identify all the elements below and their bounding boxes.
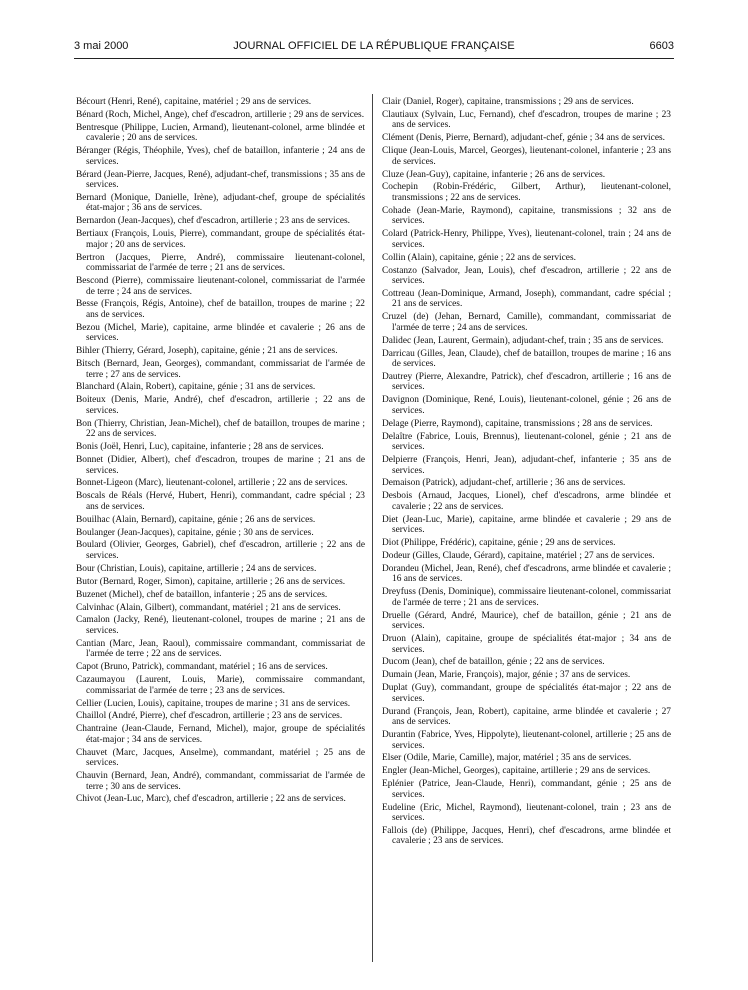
entry: Cochepin (Robin-Frédéric, Gilbert, Arthur), lieutenant-colonel, transmissions ; 22 ans de services. <box>382 182 671 203</box>
entry: Chaillol (André, Pierre), chef d'escadron, artillerie ; 23 ans de services. <box>76 711 343 722</box>
entry: Bihler (Thierry, Gérard, Joseph), capitaine, génie ; 21 ans de services. <box>76 346 338 357</box>
entry: Bon (Thierry, Christian, Jean-Michel), chef de bataillon, troupes de marine ; 22 ans de services. <box>76 418 365 440</box>
entry: Delage (Pierre, Raymond), capitaine, transmissions ; 28 ans de services. <box>382 418 653 429</box>
entry: Delpierre (François, Henri, Jean), adjudant-chef, infanterie ; 35 ans de services. <box>382 455 671 476</box>
entry: Bouilhac (Alain, Bernard), capitaine, génie ; 26 ans de services. <box>76 514 316 525</box>
entry: Camalon (Jacky, René), lieutenant-colonel, troupes de marine ; 21 ans de services. <box>76 615 365 636</box>
entry: Bertiaux (François, Louis, Pierre), commandant, groupe de spécialités état-major ; 20 ans de services. <box>76 229 365 250</box>
entry: Cantian (Marc, Jean, Raoul), commissaire commandant, commissariat de l'armée de terre ; 22 ans de services. <box>76 638 365 660</box>
entry: Bonnet-Ligeon (Marc), lieutenant-colonel, artillerie ; 22 ans de services. <box>76 478 348 489</box>
page-header <box>74 40 674 56</box>
entry: Clément (Denis, Pierre, Bernard), adjudant-chef, génie ; 34 ans de services. <box>382 133 665 144</box>
entry: Duplat (Guy), commandant, groupe de spécialités état-major ; 22 ans de services. <box>382 683 671 704</box>
page-number: 6603 <box>649 40 674 52</box>
entry: Bezou (Michel, Marie), capitaine, arme blindée et cavalerie ; 26 ans de services. <box>76 322 365 344</box>
entry: Eplénier (Patrice, Jean-Claude, Henri), commandant, génie ; 25 ans de services. <box>382 779 671 800</box>
entry: Dalidec (Jean, Laurent, Germain), adjudant-chef, train ; 35 ans de services. <box>382 335 664 346</box>
header-date: 3 mai 2000 <box>74 40 129 52</box>
entry: Engler (Jean-Michel, Georges), capitaine, artillerie ; 29 ans de services. <box>382 766 651 777</box>
entry: Bescond (Pierre), commissaire lieutenant-colonel, commissariat de l'armée de terre ; 24 ans de services. <box>76 276 365 297</box>
entry: Blanchard (Alain, Robert), capitaine, génie ; 31 ans de services. <box>76 382 316 393</box>
entry: Boscals de Réals (Hervé, Hubert, Henri), commandant, cadre spécial ; 23 ans de services. <box>76 491 365 512</box>
entry: Demaison (Patrick), adjudant-chef, artillerie ; 36 ans de services. <box>382 478 626 489</box>
left-column <box>76 97 365 807</box>
entry: Bénard (Roch, Michel, Ange), chef d'escadron, artillerie ; 29 ans de services. <box>76 109 365 120</box>
entry: Bonis (Joël, Henri, Luc), capitaine, infanterie ; 28 ans de services. <box>76 442 324 453</box>
entry: Durand (François, Jean, Robert), capitaine, arme blindée et cavalerie ; 27 ans de services. <box>382 706 671 728</box>
entry: Clautiaux (Sylvain, Luc, Fernand), chef d'escadron, troupes de marine ; 23 ans de services. <box>382 109 671 131</box>
entry: Elser (Odile, Marie, Camille), major, matériel ; 35 ans de services. <box>382 753 632 764</box>
entry: Colard (Patrick-Henry, Philippe, Yves), lieutenant-colonel, train ; 24 ans de services. <box>382 229 671 250</box>
entry: Bitsch (Bernard, Jean, Georges), commandant, commissariat de l'armée de terre ; 27 ans de services. <box>76 359 365 380</box>
entry: Ducom (Jean), chef de bataillon, génie ; 22 ans de services. <box>382 657 605 668</box>
entry: Druelle (Gérard, André, Maurice), chef de bataillon, génie ; 21 ans de services. <box>382 610 671 632</box>
entry: Darricau (Gilles, Jean, Claude), chef de bataillon, troupes de marine ; 16 ans de services. <box>382 348 671 370</box>
entry: Durantin (Fabrice, Yves, Hippolyte), lieutenant-colonel, artillerie ; 25 ans de services. <box>382 730 671 751</box>
entry: Dreyfuss (Denis, Dominique), commissaire lieutenant-colonel, commissariat de l'armée de terre ; 21 ans de services. <box>382 587 671 608</box>
entry: Fallois (de) (Philippe, Jacques, Henri), chef d'escadrons, arme blindée et cavalerie ; 23 ans de services. <box>382 825 671 847</box>
entry: Bernard (Monique, Danielle, Irène), adjudant-chef, groupe de spécialités état-major ; 36 ans de services. <box>76 192 365 214</box>
entry: Boulanger (Jean-Jacques), capitaine, génie ; 30 ans de services. <box>76 527 314 538</box>
entry: Eudeline (Eric, Michel, Raymond), lieutenant-colonel, train ; 23 ans de services. <box>382 802 671 824</box>
entry: Bertron (Jacques, Pierre, André), commissaire lieutenant-colonel, commissariat de l'armée de terre ; 21 ans de services. <box>76 252 365 274</box>
entry: Cluze (Jean-Guy), capitaine, infanterie ; 26 ans de services. <box>382 169 606 180</box>
entry: Cellier (Lucien, Louis), capitaine, troupes de marine ; 31 ans de services. <box>76 698 351 709</box>
column-divider <box>372 94 373 962</box>
entry: Dorandeu (Michel, Jean, René), chef d'escadrons, arme blindée et cavalerie ; 16 ans de services. <box>382 563 671 585</box>
entry: Calvinhac (Alain, Gilbert), commandant, matériel ; 21 ans de services. <box>76 602 341 613</box>
entry: Boiteux (Denis, Marie, André), chef d'escadron, artillerie ; 22 ans de services. <box>76 395 365 416</box>
right-column <box>382 97 671 849</box>
entry: Chantraine (Jean-Claude, Fernand, Michel), major, groupe de spécialités état-major ; 34 ans de services. <box>76 724 365 745</box>
entry: Collin (Alain), capitaine, génie ; 22 ans de services. <box>382 252 576 263</box>
entry: Butor (Bernard, Roger, Simon), capitaine, artillerie ; 26 ans de services. <box>76 576 346 587</box>
header-rule <box>74 58 674 59</box>
entry: Diet (Jean-Luc, Marie), capitaine, arme blindée et cavalerie ; 29 ans de services. <box>382 514 671 536</box>
entry: Davignon (Dominique, René, Louis), lieutenant-colonel, génie ; 26 ans de services. <box>382 395 671 416</box>
entry: Diot (Philippe, Frédéric), capitaine, génie ; 29 ans de services. <box>382 538 616 549</box>
entry: Boulard (Olivier, Georges, Gabriel), chef d'escadron, artillerie ; 22 ans de services. <box>76 540 365 561</box>
entry: Desbois (Arnaud, Jacques, Lionel), chef d'escadrons, arme blindée et cavalerie ; 22 ans de services. <box>382 491 671 512</box>
entry: Béranger (Régis, Théophile, Yves), chef de bataillon, infanterie ; 24 ans de services. <box>76 146 365 167</box>
entry: Chauvin (Bernard, Jean, André), commandant, commissariat de l'armée de terre ; 30 ans de services. <box>76 771 365 792</box>
entry: Cottreau (Jean-Dominique, Armand, Joseph), commandant, cadre spécial ; 21 ans de services. <box>382 288 671 310</box>
entry: Bentresque (Philippe, Lucien, Armand), lieutenant-colonel, arme blindée et cavalerie ; 20 ans de services. <box>76 122 365 144</box>
entry: Bonnet (Didier, Albert), chef d'escadron, troupes de marine ; 21 ans de services. <box>76 455 365 476</box>
entry: Clair (Daniel, Roger), capitaine, transmissions ; 29 ans de services. <box>382 97 634 107</box>
entry: Capot (Bruno, Patrick), commandant, matériel ; 16 ans de services. <box>76 662 328 673</box>
entry: Dautrey (Pierre, Alexandre, Patrick), chef d'escadron, artillerie ; 16 ans de services. <box>382 371 671 393</box>
entry: Delaître (Fabrice, Louis, Brennus), lieutenant-colonel, génie ; 21 ans de services. <box>382 431 671 453</box>
entry: Bour (Christian, Louis), capitaine, artillerie ; 24 ans de services. <box>76 563 317 574</box>
entry: Druon (Alain), capitaine, groupe de spécialités état-major ; 34 ans de services. <box>382 634 671 655</box>
entry: Cohade (Jean-Marie, Raymond), capitaine, transmissions ; 32 ans de services. <box>382 205 671 227</box>
entry: Chauvet (Marc, Jacques, Anselme), commandant, matériel ; 25 ans de services. <box>76 747 365 769</box>
entry: Costanzo (Salvador, Jean, Louis), chef d'escadron, artillerie ; 22 ans de services. <box>382 265 671 287</box>
entry: Cruzel (de) (Jehan, Bernard, Camille), commandant, commissariat de l'armée de terre ; 24 ans de services. <box>382 312 671 333</box>
journal-title: JOURNAL OFFICIEL DE LA RÉPUBLIQUE FRANÇAISE <box>233 40 515 52</box>
entry: Chivot (Jean-Luc, Marc), chef d'escadron, artillerie ; 22 ans de services. <box>76 794 346 805</box>
entry: Bérard (Jean-Pierre, Jacques, René), adjudant-chef, transmissions ; 35 ans de services. <box>76 169 365 191</box>
entry: Cazaumayou (Laurent, Louis, Marie), commissaire commandant, commissariat de l'armée de terre ; 23 ans de services. <box>76 675 365 696</box>
entry: Bernardon (Jean-Jacques), chef d'escadron, artillerie ; 23 ans de services. <box>76 216 350 227</box>
entry: Besse (François, Régis, Antoine), chef de bataillon, troupes de marine ; 22 ans de services. <box>76 299 365 320</box>
entry: Dodeur (Gilles, Claude, Gérard), capitaine, matériel ; 27 ans de services. <box>382 550 655 561</box>
entry: Clique (Jean-Louis, Marcel, Georges), lieutenant-colonel, infanterie ; 23 ans de services. <box>382 146 671 167</box>
entry: Buzenet (Michel), chef de bataillon, infanterie ; 25 ans de services. <box>76 589 328 600</box>
entry: Bécourt (Henri, René), capitaine, matériel ; 29 ans de services. <box>76 97 312 107</box>
entry: Dumain (Jean, Marie, François), major, génie ; 37 ans de services. <box>382 670 631 681</box>
